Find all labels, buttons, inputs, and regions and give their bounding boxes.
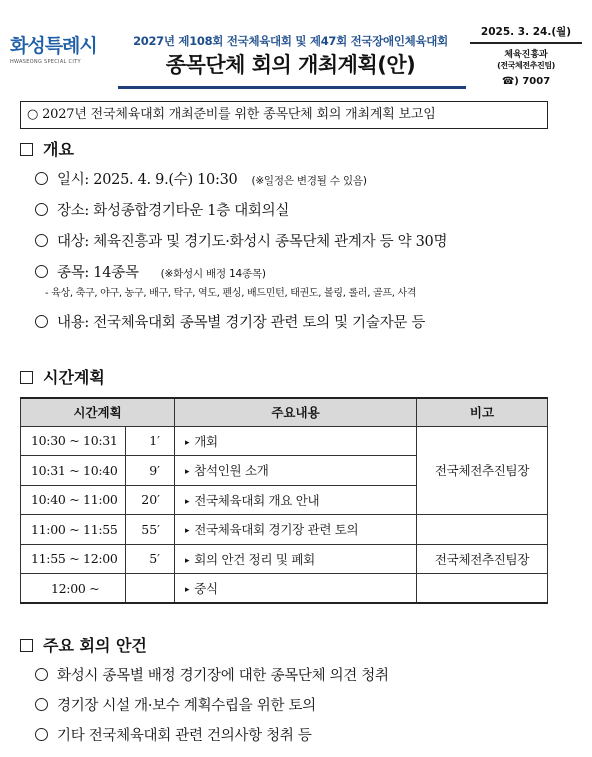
column-header-time: 시간계획 (21, 398, 175, 426)
content-text: 전국체육대회 경기장 관련 토의 (194, 522, 359, 538)
city-logo (10, 36, 110, 76)
duration-cell (126, 574, 175, 604)
duration-cell: 20′ (126, 485, 175, 515)
summary-box: ○ 2027년 전국체육대회 개최준비를 위한 종목단체 회의 개최계획 보고임 (20, 101, 548, 129)
datetime-note: (※일정은 변경될 수 있음) (251, 175, 367, 187)
content-text: 개회 (194, 433, 218, 449)
note-cell: 전국체전추진팀장 (417, 426, 548, 515)
bullet-icon: ▸ (185, 526, 190, 537)
circle-bullet-icon (35, 172, 48, 185)
time-cell: 10:31 ~ 10:40 (21, 456, 126, 486)
bullet-icon: ▸ (185, 437, 190, 448)
section-heading-schedule (20, 368, 105, 388)
duration-cell: 5′ (126, 544, 175, 574)
logo-text: 화성특례시 (10, 35, 97, 57)
agenda-item-text: 경기장 시설 개·보수 계획수립을 위한 토의 (57, 698, 316, 714)
time-cell: 11:00 ~ 11:55 (21, 515, 126, 545)
overview-events (35, 263, 266, 284)
target-text: 대상: 체육진흥과 및 경기도·화성시 종목단체 관계자 등 약 30명 (57, 234, 448, 250)
table-row (21, 515, 548, 545)
checkbox-square-icon (20, 143, 33, 156)
overview-content (35, 313, 425, 333)
report-date: 2025. 3. 24.(월) (470, 24, 582, 44)
bullet-icon: ▸ (185, 585, 190, 595)
checkbox-square-icon (20, 371, 33, 384)
duration-cell: 9′ (126, 456, 175, 486)
overview-datetime (35, 170, 367, 191)
header-divider (118, 86, 466, 89)
agenda-heading-text: 주요 회의 안건 (43, 636, 147, 655)
department-name: 체육진흥과 (504, 50, 548, 60)
table-row (21, 574, 548, 604)
phone-extension: ☎) 7007 (501, 76, 551, 87)
document-subtitle: 2027년 제108회 전국체육대회 및 제47회 전국장애인체육대회 (133, 34, 448, 48)
agenda-item (35, 666, 389, 686)
document-info-block (470, 24, 582, 90)
bullet-icon: ▸ (185, 496, 190, 507)
table-row (21, 426, 548, 456)
note-cell: 전국체전추진팀장 (417, 544, 548, 574)
circle-bullet-icon (35, 265, 48, 278)
team-name: (전국체전추진팀) (497, 61, 555, 70)
document-header (118, 32, 463, 88)
column-header-content: 주요내용 (175, 398, 417, 426)
content-cell (175, 485, 417, 515)
events-text: 종목: 14종목 (57, 265, 139, 281)
time-cell: 10:30 ~ 10:31 (21, 426, 126, 456)
circle-bullet-icon (35, 203, 48, 216)
bullet-icon: ▸ (185, 467, 190, 478)
checkbox-square-icon (20, 639, 33, 652)
agenda-item (35, 696, 316, 716)
content-cell (175, 574, 417, 604)
column-header-note: 비고 (417, 398, 548, 426)
content-text: 회의 안건 정리 및 폐회 (194, 551, 315, 567)
bullet-icon: ▸ (185, 555, 190, 566)
schedule-heading-text: 시간계획 (43, 368, 105, 387)
table-header-row (21, 398, 548, 426)
section-heading-overview (20, 140, 74, 160)
time-cell: 10:40 ~ 11:00 (21, 485, 126, 515)
events-note: (※화성시 배정 14종목) (160, 268, 266, 280)
agenda-item-text: 화성시 종목별 배정 경기장에 대한 종목단체 의견 청취 (57, 668, 389, 684)
content-text: 참석인원 소개 (194, 463, 269, 479)
place-text: 장소: 화성종합경기타운 1층 대회의실 (57, 203, 290, 219)
content-text: 중식 (194, 581, 218, 596)
circle-bullet-icon (35, 315, 48, 328)
circle-bullet-icon (35, 668, 48, 681)
content-text: 내용: 전국체육대회 종목별 경기장 관련 토의 및 기술자문 등 (57, 315, 426, 331)
note-cell-empty (417, 574, 548, 604)
content-cell (175, 456, 417, 486)
content-cell (175, 426, 417, 456)
datetime-text: 일시: 2025. 4. 9.(수) 10:30 (57, 172, 238, 188)
time-cell: 11:55 ~ 12:00 (21, 544, 126, 574)
logo-subtext: HWASEONG SPECIAL CITY (10, 59, 81, 65)
time-cell: 12:00 ~ (21, 574, 126, 604)
duration-cell: 55′ (126, 515, 175, 545)
agenda-item-text: 기타 전국체육대회 관련 건의사항 청취 등 (57, 728, 312, 744)
overview-heading-text: 개요 (43, 140, 74, 159)
content-text: 전국체육대회 개요 안내 (194, 492, 320, 508)
overview-target (35, 232, 447, 252)
content-cell (175, 544, 417, 574)
note-cell-empty (417, 515, 548, 545)
content-cell (175, 515, 417, 545)
sports-list: - 육상, 축구, 야구, 농구, 배구, 탁구, 역도, 펜싱, 배드민턴, 태권도, 볼링, 롤러, 골프, 사격 (45, 288, 417, 299)
schedule-table (20, 397, 548, 604)
section-heading-agenda (20, 636, 147, 656)
duration-cell: 1′ (126, 426, 175, 456)
circle-bullet-icon (35, 728, 48, 741)
circle-bullet-icon (35, 234, 48, 247)
overview-place (35, 201, 289, 221)
document-title: 종목단체 회의 개최계획(안) (165, 53, 416, 77)
agenda-item (35, 726, 312, 746)
table-row (21, 544, 548, 574)
circle-bullet-icon (35, 698, 48, 711)
